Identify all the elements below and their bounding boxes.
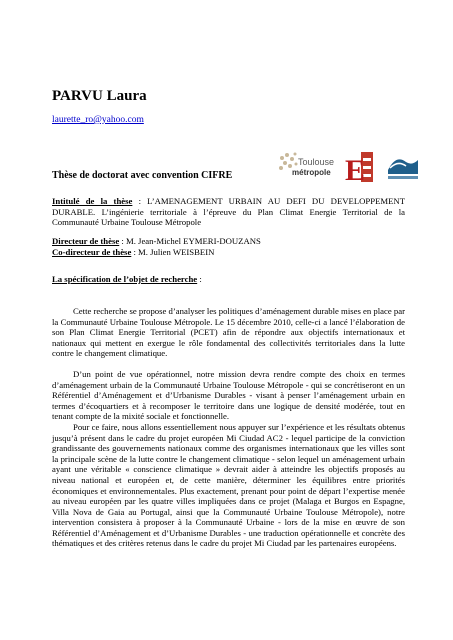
codirecteur-block [52,247,405,258]
codirecteur-text: : M. Julien WEISBEIN [131,247,215,257]
institution-logo [386,150,420,184]
intitule-block [52,196,405,228]
logo-text-bottom: métropole [292,168,331,177]
directeur-text: : M. Jean-Michel EYMERI-DOUZANS [119,236,261,246]
paragraph: Cette recherche se propose d’analyser les politiques d’aménagement durable mises en place par la Communauté Urbaine Toulouse Métropole. Le 15 décembre 2010, celle-ci a lancé l’élaboration de son Plan Climat Energie Territorial (PCET) afin de répondre aux objectifs internationaux et nationaux qui mettent en exergue le rôle fondamental des collectivités territoriales dans la lutte contre le changement climatique. [52,306,405,359]
logo-e-letter: E [345,154,366,184]
e-logo [344,150,374,184]
codirecteur-label: Co-directeur de thèse [52,247,132,257]
email-link[interactable]: laurette_ro@yahoo.com [52,115,144,125]
logo-text-top: Toulouse [298,157,335,167]
intitule-text: : L’AMENAGEMENT URBAIN AU DEFI DU DEVELOPPEMENT DURABLE. L’ingénierie territoriale à l’épreuve du Plan Climat Energie Territorial de la Communauté Urbaine Toulouse Métropole [52,196,406,228]
paragraph: Pour ce faire, nous allons essentiellement nous appuyer sur l’expérience et les résultats obtenus jusqu’à présent dans le cadre du projet européen Mi Ciudad AC2 - lequel participe de la conviction grandissante des gouvernements nationaux comme des organismes internationaux que les villes sont la principale scène de la lutte contre le changement climatique - selon lequel un aménagement urbain ayant une véritable « conscience climatique » devrait aider à atteindre les objectifs proposés au niveau national et européen et, de cette manière, déterminer les équilibres entre priorités économiques et environnementales. Plus exactement, prenant pour point de départ l’expertise menée au niveau européen par les quatre villes impliquées dans ce projet (Malaga et Burgos en Espagne, Villa Nova de Gaia au Portugal, ainsi que la Communauté Urbaine Toulouse Métropole), notre intervention consistera à proposer à la Communauté Urbaine - lors de la mise en œuvre de son Référentiel d’Aménagement et d’Urbanisme Durables - une traduction opérationnelle et concrète des thématiques et des critères retenus dans le cadre du projet Mi Ciudad par les partenaires européens. [52,421,405,549]
toulouse-metropole-logo [276,150,336,184]
these-title: Thèse de doctorat avec convention CIFRE [52,170,233,181]
intitule-label: Intitulé de la thèse [52,196,133,206]
body-text [52,306,405,549]
directeur-block [52,236,405,247]
section-heading-suffix: : [197,274,202,284]
section-heading-text: La spécification de l’objet de recherche [52,274,198,284]
section-heading [52,274,405,285]
directeur-label: Directeur de thèse [52,236,120,246]
author-name: PARVU Laura [52,88,147,104]
paragraph: D’un point de vue opérationnel, notre mission devra rendre compte des choix en termes d’aménagement urbain de la Communauté Urbaine Toulouse Métropole - qui se concrétiseront en un Référentiel d’Aménagement et d’Urbanisme Durables - visant à penser l’aménagement urbain en termes d’écoquartiers et à recomposer le territoire dans une logique de densité modérée, tout en tenant compte de la mixité sociale et fonctionnelle. [52,368,405,422]
